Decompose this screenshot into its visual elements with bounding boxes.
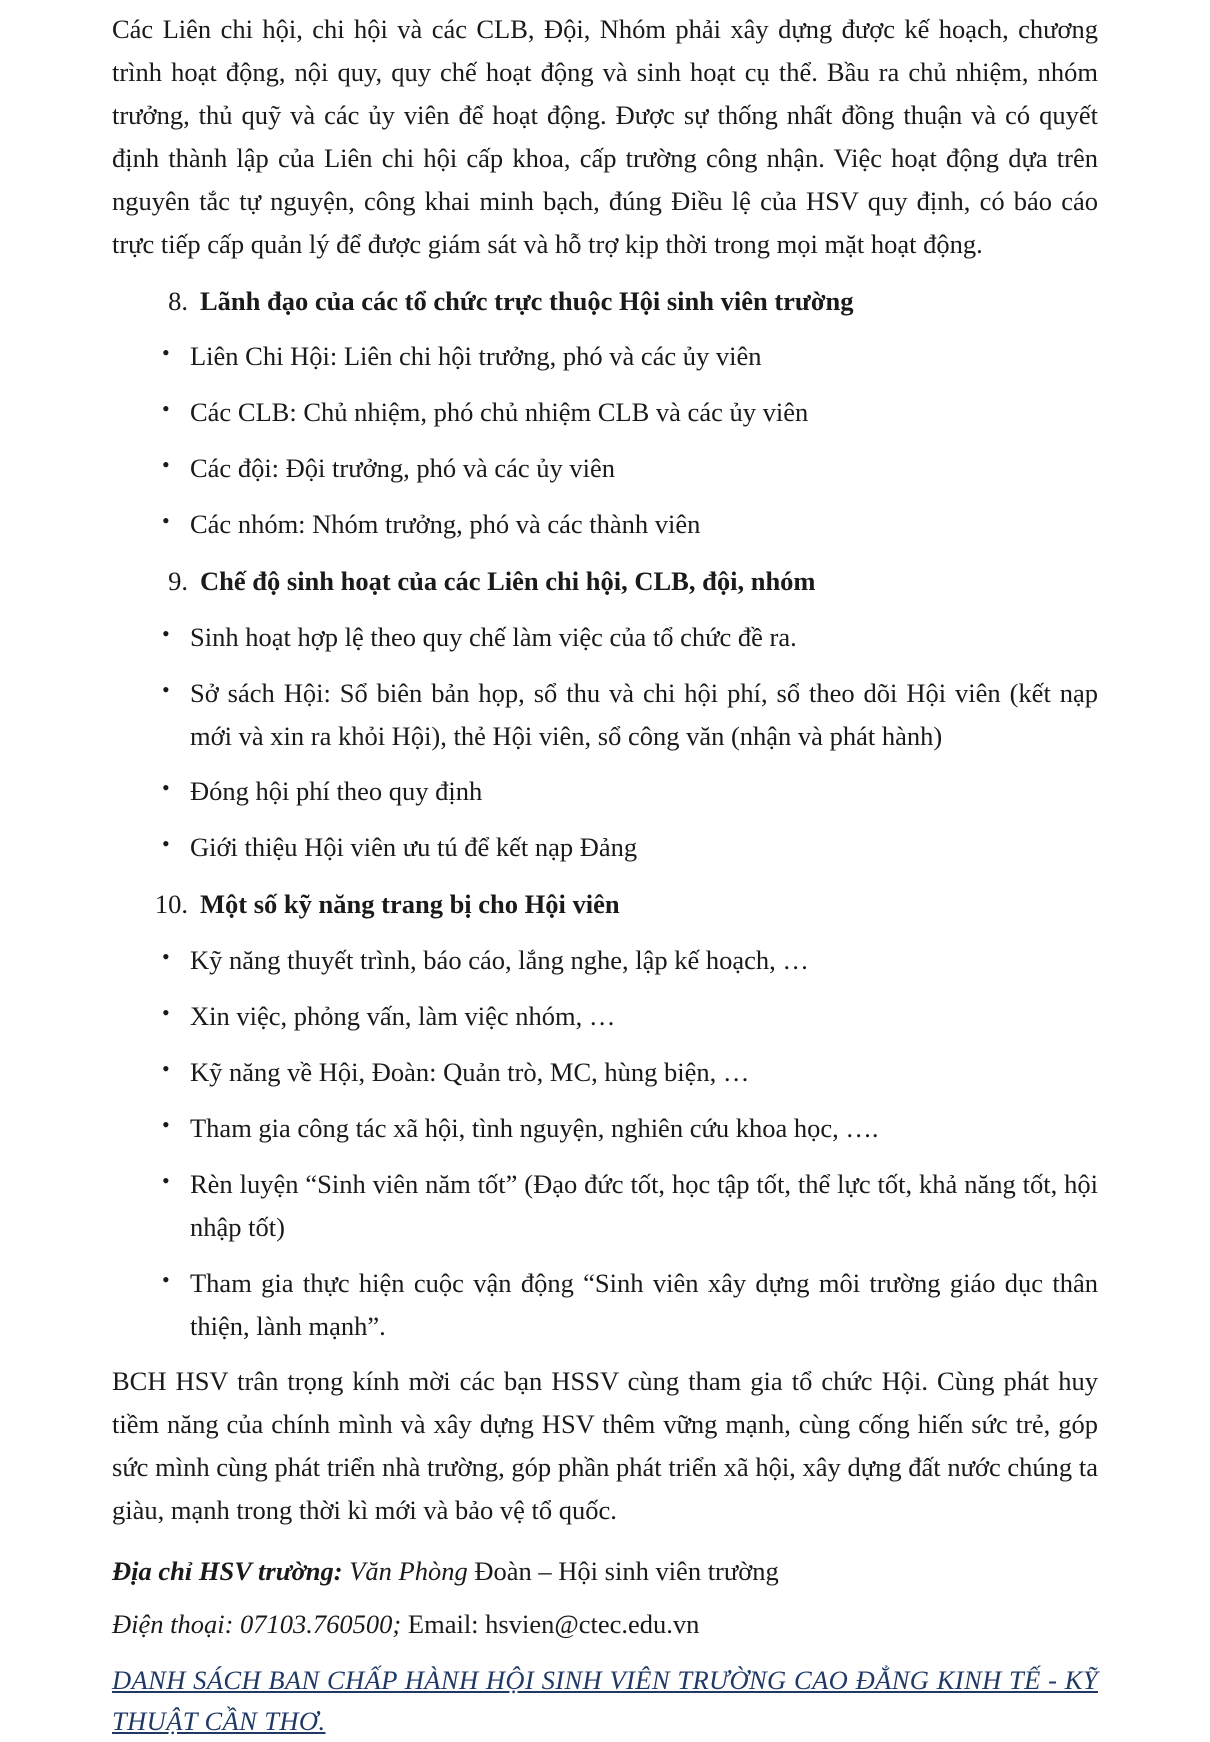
list-item: [112, 826, 1098, 869]
section-number-8: 8.: [168, 285, 188, 316]
bullet-icon: •: [162, 1000, 170, 1025]
list-item-text: Kỹ năng thuyết trình, báo cáo, lắng nghe, lập kế hoạch, …: [190, 945, 809, 976]
list-item-text: Giới thiệu Hội viên ưu tú để kết nạp Đảng: [190, 832, 638, 863]
address-label: Địa chỉ HSV trường:: [112, 1556, 343, 1587]
list-item: [112, 616, 1098, 659]
list-item-text: Kỹ năng về Hội, Đoàn: Quản trò, MC, hùng biện, …: [190, 1056, 750, 1087]
bullet-icon: •: [162, 1111, 170, 1137]
list-item: [112, 1107, 1098, 1150]
section-number-9: 9.: [168, 565, 188, 596]
contact-line: [112, 1603, 1098, 1646]
list-item: [112, 503, 1098, 546]
list-item: [112, 1163, 1098, 1249]
section-heading-9: [112, 562, 1098, 602]
list-item-text: Các nhóm: Nhóm trưởng, phó và các thành viên: [190, 509, 701, 540]
section-heading-10: [112, 885, 1098, 925]
intro-paragraph: Các Liên chi hội, chi hội và các CLB, Đội, Nhóm phải xây dựng được kế hoạch, chương trình hoạt động, nội quy, quy chế hoạt động và sinh hoạt cụ thể. Bầu ra chủ nhiệm, nhóm trưởng, thủ quỹ và các ủy viên để hoạt động. Được sự thống nhất đồng thuận và có quyết định thành lập của Liên chi hội cấp khoa, cấp trường công nhận. Việc hoạt động dựa trên nguyên tắc tự nguyện, công khai minh bạch, đúng Điều lệ của HSV quy định, có báo cáo trực tiếp cấp quản lý để được giám sát và hỗ trợ kịp thời trong mọi mặt hoạt động.: [112, 14, 1098, 259]
list-item-text: Sinh hoạt hợp lệ theo quy chế làm việc của tổ chức đề ra.: [190, 621, 797, 652]
list-item-text: Liên Chi Hội: Liên chi hội trưởng, phó và các ủy viên: [190, 341, 762, 372]
list-item: [112, 939, 1098, 982]
list-item-text: Tham gia công tác xã hội, tình nguyện, nghiên cứu khoa học, ….: [190, 1112, 879, 1143]
list-item-text: Rèn luyện “Sinh viên năm tốt” (Đạo đức tốt, học tập tốt, thể lực tốt, khả năng tốt, hội nhập tốt): [190, 1168, 1098, 1242]
list-item: [112, 672, 1098, 758]
section-title-8: Lãnh đạo của các tổ chức trực thuộc Hội sinh viên trường: [200, 285, 854, 316]
address-office: Văn Phòng: [349, 1556, 468, 1587]
section-title-10: Một số kỹ năng trang bị cho Hội viên: [200, 889, 620, 920]
list-item-text: Xin việc, phỏng vấn, làm việc nhóm, …: [190, 1001, 616, 1031]
list-item-text: Các đội: Đội trưởng, phó và các ủy viên: [190, 453, 616, 484]
footer-heading-link[interactable]: DANH SÁCH BAN CHẤP HÀNH HỘI SINH VIÊN TRƯỜNG CAO ĐẲNG KINH TẾ - KỸ THUẬT CẦN THƠ.: [112, 1664, 1098, 1737]
list-item: [112, 1051, 1098, 1094]
bullet-icon: •: [162, 340, 170, 366]
section-title-9: Chế độ sinh hoạt của các Liên chi hội, CLB, đội, nhóm: [200, 565, 816, 596]
bullet-icon: •: [162, 1266, 170, 1292]
list-item-text: Tham gia thực hiện cuộc vận động “Sinh viên xây dựng môi trường giáo dục thân thiện, lành mạnh”.: [190, 1267, 1098, 1341]
bullet-icon: •: [162, 452, 170, 478]
list-item-text: Sở sách Hội: Sổ biên bản họp, sổ thu và chi hội phí, sổ theo dõi Hội viên (kết nạp mới và xin ra khỏi Hội), thẻ Hội viên, sổ công văn (nhận và phát hành): [190, 677, 1098, 751]
bullet-icon: •: [162, 396, 170, 422]
bullet-icon: •: [162, 620, 170, 646]
list-item: [112, 447, 1098, 490]
list-item: [112, 995, 1098, 1038]
bullet-icon: •: [162, 1055, 170, 1081]
list-item: [112, 770, 1098, 813]
bullet-icon: •: [162, 676, 170, 702]
list-item: [112, 391, 1098, 434]
closing-paragraph: BCH HSV trân trọng kính mời các bạn HSSV cùng tham gia tổ chức Hội. Cùng phát huy tiềm năng của chính mình và xây dựng HSV thêm vững mạnh, cùng cống hiến sức trẻ, góp sức mình cùng phát triển nhà trường, góp phần phát triển xã hội, xây dựng đất nước chúng ta giàu, mạnh trong thời kì mới và bảo vệ tổ quốc.: [112, 1366, 1098, 1526]
bullet-icon: •: [162, 508, 170, 534]
bullet-icon: •: [162, 1167, 170, 1193]
bullet-icon: •: [162, 831, 170, 857]
phone-label: Điện thoại: 07103.760500;: [112, 1609, 402, 1640]
section-heading-8: [112, 282, 1098, 322]
list-item-text: Đóng hội phí theo quy định: [190, 776, 483, 807]
bullet-icon: •: [162, 944, 170, 970]
list-item: [112, 335, 1098, 378]
section-number-10: 10.: [154, 889, 188, 920]
address-value: Đoàn – Hội sinh viên trường: [474, 1556, 779, 1587]
list-item: [112, 1262, 1098, 1348]
list-item-text: Các CLB: Chủ nhiệm, phó chủ nhiệm CLB và các ủy viên: [190, 397, 809, 428]
bullet-icon: •: [162, 775, 170, 801]
address-line: [112, 1550, 1098, 1593]
email-label: Email: hsvien@ctec.edu.vn: [407, 1609, 700, 1640]
